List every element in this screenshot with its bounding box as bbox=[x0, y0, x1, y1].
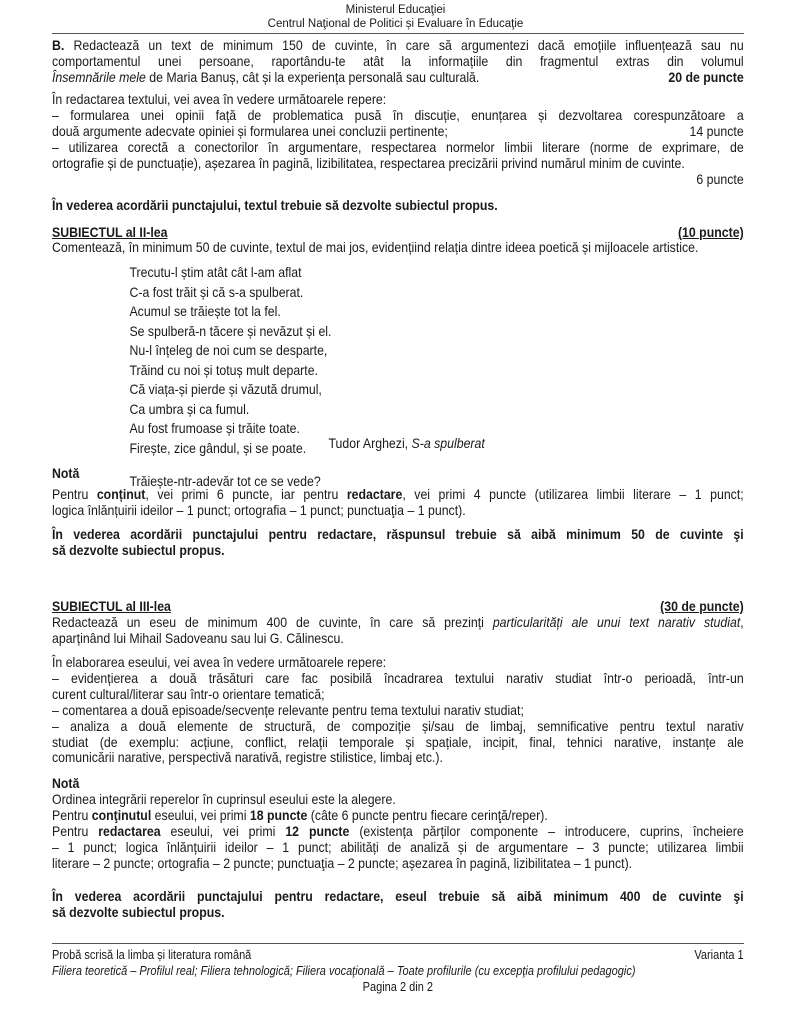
criterion: studiat (de exemplu: acțiune, conflict, relații temporale și spațiale, incipit, final, tehnici narative, instanțe ale bbox=[52, 733, 744, 750]
warning-line: să dezvolte subiectul propus. bbox=[52, 903, 225, 920]
task-text: de Maria Banuș, cât și la experiența personală sau culturală. bbox=[145, 68, 480, 85]
warning-text bbox=[52, 889, 744, 921]
criteria-intro: În elaborarea eseului, vei avea în vedere următoarele repere: bbox=[52, 654, 387, 670]
note-text: redactare bbox=[346, 486, 403, 502]
note-text: Pentru bbox=[52, 806, 92, 823]
poem-line: Ca umbra și ca fumul. bbox=[129, 400, 250, 417]
footer-variant: Varianta 1 bbox=[694, 948, 744, 962]
criterion: – evidențierea a două trăsături care fac posibilă încadrarea textului narativ studiat într-o perioadă, într-un bbox=[52, 669, 744, 686]
task-text: Redactează un eseu de minimum 400 de cuvinte, în care să prezinți bbox=[52, 614, 493, 630]
note-text: logica înlănțuirii ideilor – 1 punct; ortografia – 1 punct; punctuaţia – 1 punct). bbox=[52, 501, 466, 518]
note-text: Pentru bbox=[52, 822, 99, 839]
poem-line: Firește, zice gândul, și se poate. bbox=[129, 439, 307, 456]
header-center: Centrul Naţional de Politici și Evaluare în Educaţie bbox=[267, 18, 524, 30]
points-label: (10 puncte) bbox=[677, 224, 744, 240]
poem-line: Trăind cu noi și totuș mult departe. bbox=[129, 361, 318, 378]
author: Tudor Arghezi, bbox=[328, 435, 412, 451]
note-text bbox=[52, 487, 744, 519]
s3-note bbox=[52, 776, 744, 871]
note-text: eseului, vei primi bbox=[160, 822, 286, 839]
warning-text bbox=[52, 527, 744, 559]
criteria-intro: În redactarea textului, vei avea în vedere următoarele repere: bbox=[52, 91, 387, 107]
criterion: comunicării narative, perspectivă narativă, registre stilistice, limbaj etc.). bbox=[52, 749, 443, 766]
note-text: (câte 6 puncte pentru fiecare cerinţă/reper). bbox=[307, 806, 548, 823]
poem-attribution bbox=[61, 436, 753, 452]
poem-line: Nu-l înțeleg de noi cum se desparte, bbox=[129, 342, 328, 358]
footer-filiera: Filiera teoretică – Profilul real; Filiera tehnologică; Filiera vocaţională – Toate profilurile (cu excepţia profilului pedagogic) bbox=[52, 964, 636, 978]
poem-line: Trecutu-l știm atât cât l-am aflat bbox=[129, 264, 302, 280]
note-text: eseului, vei primi bbox=[151, 806, 250, 823]
task-text bbox=[52, 615, 744, 647]
note-text: literare – 2 puncte; ortografia – 2 puncte; punctuaţia – 2 puncte; așezarea în pagină, lizibilitatea – 1 punct). bbox=[52, 854, 633, 871]
task-topic: particularități ale unui text narativ studiat bbox=[492, 614, 741, 630]
footer-divider bbox=[52, 943, 744, 944]
criterion: ortografie și de punctuație), așezarea în pagină, lizibilitatea, respectarea precizării privind numărul minim de cuvinte. bbox=[52, 154, 685, 171]
note-text: , vei primi 6 puncte, iar pentru bbox=[145, 486, 347, 502]
footer-subject: Probă scrisă la limba și literatura română bbox=[52, 948, 252, 962]
poem-line: Acumul se trăiește tot la fel. bbox=[129, 303, 281, 319]
poem-line: Trăiește-ntr-adevăr tot ce se vede? bbox=[129, 473, 321, 489]
note-text: conţinutul bbox=[91, 806, 152, 823]
points-label: 20 de puncte bbox=[668, 68, 744, 85]
task-text: comportamentul unei persoane, raportându-te atât la informațiile din fragmentul extras din volumul bbox=[52, 52, 744, 69]
criterion: curent cultural/literar sau într-o orientare tematică; bbox=[52, 685, 325, 702]
note-text: conținut bbox=[96, 486, 146, 502]
points-label: 14 puncte bbox=[689, 122, 744, 139]
book-title: Însemnările mele bbox=[52, 68, 146, 85]
note-text: , vei primi 4 puncte (utilizarea limbii literare – 1 punct; bbox=[402, 486, 744, 502]
warning-line: să dezvolte subiectul propus. bbox=[52, 541, 225, 558]
s3-criteria bbox=[52, 655, 744, 766]
warning-line: În vederea acordării punctajului pentru redactare, răspunsul trebuie să aibă minimum 50 de cuvinte şi bbox=[52, 526, 744, 542]
points-label: 6 puncte bbox=[696, 170, 744, 187]
work-title: S-a spulberat bbox=[411, 435, 485, 451]
subject-3-heading bbox=[52, 599, 744, 615]
page-number: Pagina 2 din 2 bbox=[362, 980, 434, 994]
footer bbox=[52, 947, 744, 995]
note-text: redactarea bbox=[98, 822, 161, 839]
part-b-task bbox=[52, 38, 744, 86]
note-text: 12 puncte bbox=[285, 822, 350, 839]
section-title: SUBIECTUL al III-lea bbox=[52, 598, 171, 614]
task-text: , bbox=[740, 614, 744, 630]
section-title: SUBIECTUL al II-lea bbox=[52, 224, 168, 240]
poem-line: Se spulberă-n tăcere și nevăzut și el. bbox=[129, 322, 332, 339]
criterion: – formularea unei opinii față de problematica pusă în discuție, enunțarea și dezvoltarea corespunzătoare a bbox=[52, 106, 744, 123]
part-b-criteria bbox=[52, 92, 744, 187]
poem bbox=[129, 263, 331, 492]
criterion: – analiza a două elemente de structură, de compoziție și/sau de limbaj, semnificative pentru textul narativ bbox=[52, 717, 744, 734]
criterion: – comentarea a două episoade/secvențe relevante pentru tema textului narativ studiat; bbox=[52, 701, 524, 718]
task-text: Redactează un text de minimum 150 de cuvinte, în care să argumentezi dacă emoțiile influențează sau nu bbox=[64, 37, 744, 53]
note-text: (existența părților componente – introducere, cuprins, încheiere bbox=[349, 822, 744, 839]
document-body bbox=[52, 0, 744, 1024]
note-text: – 1 punct; logica înlănțuirii ideilor – 1 punct; abilități de analiză și de argumentare – 3 puncte; utilizarea limbii bbox=[52, 838, 744, 855]
criterion: – utilizarea corectă a conectorilor în argumentare, respectarea normelor limbii literare (norme de exprimare, de bbox=[52, 138, 744, 155]
poem-line: Au fost frumoase și trăite toate. bbox=[129, 420, 300, 436]
task-text: Comentează, în minimum 50 de cuvinte, textul de mai jos, evidențiind relația dintre ideea poetică și mijloacele artistice. bbox=[52, 239, 699, 255]
note-heading: Notă bbox=[52, 775, 80, 791]
poem-line: C-a fost trăit și că s-a spulberat. bbox=[129, 283, 304, 300]
poem-line: Că viața-și pierde și văzută drumul, bbox=[129, 381, 322, 397]
warning-text: În vederea acordării punctajului, textul trebuie să dezvolte subiectul propus. bbox=[52, 197, 498, 213]
criterion: două argumente adecvate opiniei și formularea unei concluzii pertinente; bbox=[52, 122, 448, 139]
part-label: B. bbox=[52, 37, 65, 53]
header-ministry: Ministerul Educaţiei bbox=[345, 4, 446, 16]
task-text: aparținând lui Mihail Sadoveanu sau lui G. Călinescu. bbox=[52, 629, 344, 646]
warning-line: În vederea acordării punctajului pentru redactare, eseul trebuie să aibă minimum 400 de cuvinte şi bbox=[52, 888, 744, 904]
note-text: 18 puncte bbox=[249, 806, 308, 823]
note-text: Ordinea integrării reperelor în cuprinsul eseului este la alegere. bbox=[52, 790, 396, 807]
note-text: Pentru bbox=[52, 486, 97, 502]
note-heading: Notă bbox=[52, 465, 80, 481]
points-label: (30 de puncte) bbox=[660, 598, 744, 614]
